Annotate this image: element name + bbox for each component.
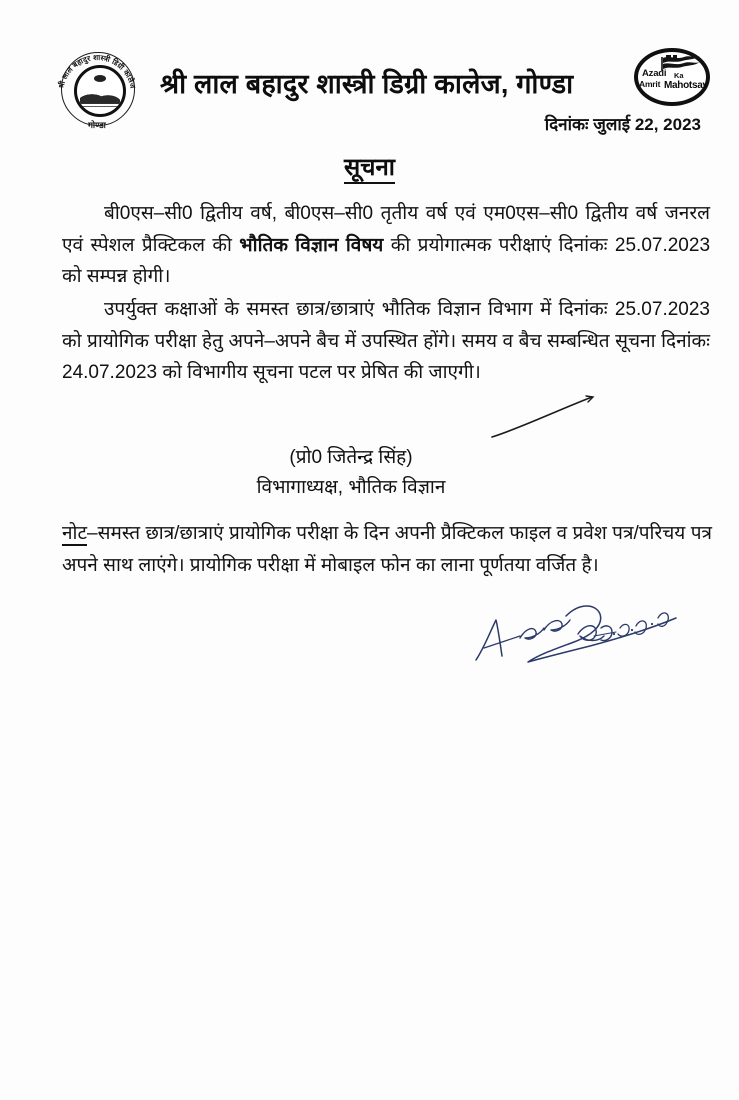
signature-block: [0, 443, 702, 503]
azadi-ka-amrit-mahotsav-logo-icon: [634, 48, 712, 110]
handwritten-signature: [470, 598, 700, 678]
signatory-name: (प्रो0 जितेन्द्र सिंह): [289, 447, 413, 468]
document-date: दिनांकः जुलाई 22, 2023: [544, 115, 701, 134]
seal-bottom-label: गोण्डा: [88, 120, 106, 130]
notice-paragraph-2: [62, 294, 710, 389]
pen-stroke-mark-icon: [488, 395, 598, 440]
seal-inner-ring: [74, 65, 126, 117]
paragraph-2-text: [62, 299, 710, 383]
azadi-label-mahotsav: Mahotsav: [664, 80, 708, 91]
college-seal-icon: [55, 48, 141, 134]
plain-text: की प्रयोगात्मक परीक्षाएं दिनांकः 25.07.2023 को सम्पन्न होगी।: [62, 234, 711, 287]
note-separator: –: [87, 523, 98, 544]
note-label: नोट: [62, 523, 88, 544]
plain-text: बी0एस–सी0 द्वितीय वर्ष, बी0एस–सी0 तृतीय वर्ष एवं एम0एस–सी0 द्वितीय वर्ष जनरल एवं स्पेशल प्रैक्टिकल की: [62, 203, 710, 256]
notice-note: [62, 518, 712, 581]
azadi-label-azadi: Azadi: [642, 68, 667, 79]
college-name-title: श्री लाल बहादुर शास्त्री डिग्री कालेज, गोण्डा: [160, 69, 574, 99]
note-text: समस्त छात्र/छात्राएं प्रायोगिक परीक्षा के दिन अपनी प्रैक्टिकल फाइल व प्रवेश पत्र/परिचय पत्र अपने साथ लाएंगे। प्रायोगिक परीक्षा में मोबाइल फोन का लाना पूर्णतया वर्जित है।: [62, 523, 712, 576]
notice-paragraph-1: [62, 198, 710, 293]
azadi-label-amrit: Amrit: [639, 79, 661, 89]
seal-sun-icon: [94, 75, 106, 82]
svg-text:श्री लाल बहादुर शास्त्री डिग्र: श्री लाल बहादुर शास्त्री डिग्री कालेज: [56, 52, 138, 90]
notice-heading-text: सूचना: [344, 154, 395, 184]
azadi-label-ka: Ka: [674, 71, 684, 80]
signatory-designation: विभागाध्यक्ष, भौतिक विज्ञान: [256, 477, 446, 498]
plain-text: उपर्युक्त कक्षाओं के समस्त छात्र/छात्राएं भौतिक विज्ञान विभाग में दिनांकः 25.07.2023 को प्रायोगिक परीक्षा हेतु अपने–अपने बैच में उपस्थित होंगे। समय व बैच सम्बन्धित सूचना दिनांकः 24.07.2023 को विभागीय सूचना पटल पर प्रेषित की जाएगी।: [62, 299, 710, 383]
seal-hill-icon: [80, 86, 120, 104]
emphasized-text: भौतिक विज्ञान विषय: [239, 234, 384, 256]
seal-water-icon: [81, 103, 119, 109]
notice-heading: [0, 150, 739, 183]
paragraph-1-text: [62, 203, 710, 287]
